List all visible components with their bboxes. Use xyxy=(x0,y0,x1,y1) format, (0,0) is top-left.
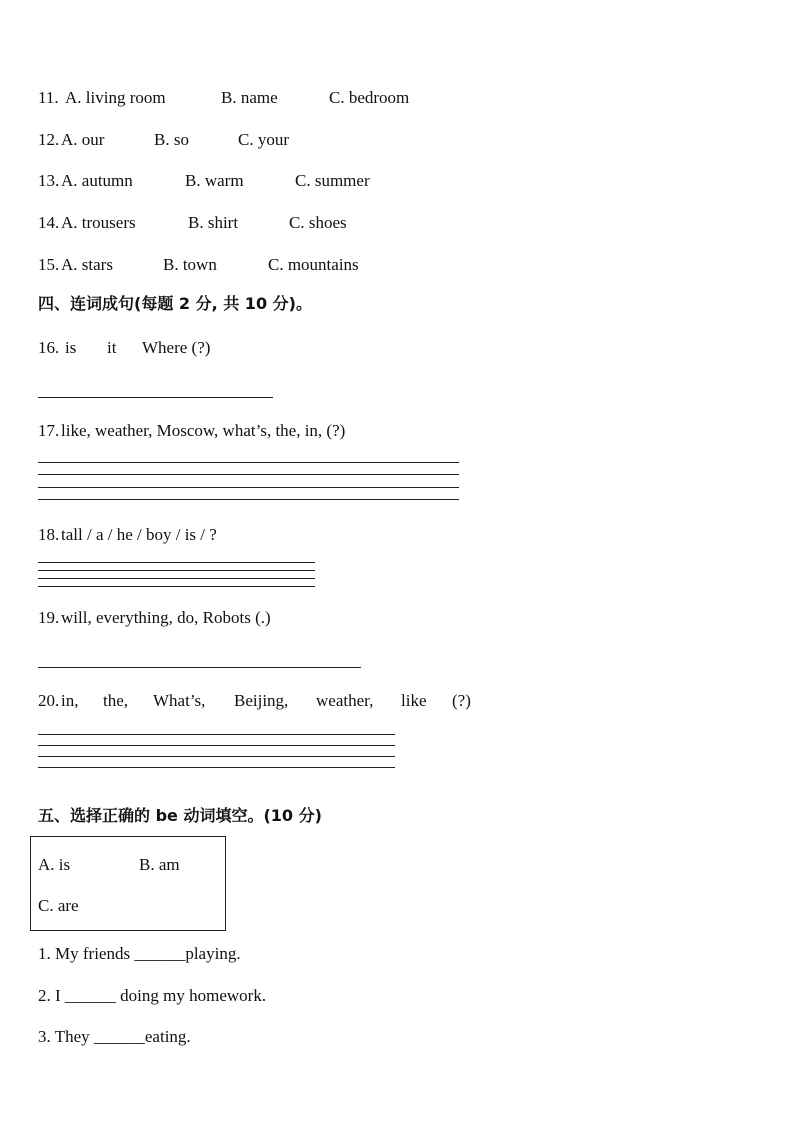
option-c: C. bedroom xyxy=(329,88,410,107)
fill-item-3 xyxy=(38,1028,191,1045)
fill-prefix: 3. They xyxy=(38,1027,94,1046)
fill-blank[interactable]: ______ xyxy=(64,986,116,1005)
item-number: 11. xyxy=(38,88,59,107)
word: is xyxy=(65,338,77,357)
answer-line[interactable] xyxy=(38,745,395,746)
option-c: C. shoes xyxy=(289,213,347,232)
word: What’s, xyxy=(153,691,206,710)
option-b: B. warm xyxy=(185,171,244,190)
sentence-words: tall / a / he / boy / is / ? xyxy=(61,525,217,544)
section-5-heading: 五、选择正确的 be 动词填空。(10 分) xyxy=(38,806,322,825)
option-am: B. am xyxy=(139,855,180,874)
option-a: A. our xyxy=(61,130,105,149)
answer-line[interactable] xyxy=(38,474,459,475)
item-number: 17. xyxy=(38,421,60,440)
fill-suffix: eating. xyxy=(144,1027,191,1046)
sentence-words: will, everything, do, Robots (.) xyxy=(61,608,271,627)
word: Beijing, xyxy=(234,691,289,710)
word: Where (?) xyxy=(142,338,211,357)
section-4-heading: 四、连词成句(每题 2 分, 共 10 分)。 xyxy=(38,294,312,313)
item-number: 19. xyxy=(38,608,60,627)
fill-item-1 xyxy=(38,945,241,962)
item-number: 16. xyxy=(38,338,60,357)
answer-line[interactable] xyxy=(38,767,395,768)
item-number: 12. xyxy=(38,130,60,149)
fill-prefix: 1. My friends xyxy=(38,944,135,963)
sentence-words: like, weather, Moscow, what’s, the, in, (?) xyxy=(61,421,346,440)
item-number: 20. xyxy=(38,691,60,710)
answer-line[interactable] xyxy=(38,578,315,579)
option-a: A. autumn xyxy=(61,171,133,190)
answer-line[interactable] xyxy=(38,667,361,668)
answer-line[interactable] xyxy=(38,734,395,735)
option-a: A. living room xyxy=(65,88,166,107)
option-a: A. stars xyxy=(61,255,113,274)
item-number: 14. xyxy=(38,213,60,232)
word: in, xyxy=(61,691,79,710)
word: weather, xyxy=(316,691,374,710)
answer-line[interactable] xyxy=(38,499,459,500)
option-c: C. summer xyxy=(295,171,370,190)
item-number: 13. xyxy=(38,171,60,190)
answer-line[interactable] xyxy=(38,570,315,571)
word: (?) xyxy=(452,691,471,710)
option-b: B. shirt xyxy=(188,213,239,232)
answer-line[interactable] xyxy=(38,397,273,398)
fill-item-2 xyxy=(38,987,266,1004)
option-b: B. so xyxy=(154,130,189,149)
option-b: B. name xyxy=(221,88,278,107)
fill-blank[interactable]: ______ xyxy=(93,1027,145,1046)
answer-line[interactable] xyxy=(38,562,315,563)
word: it xyxy=(107,338,117,357)
option-is: A. is xyxy=(38,855,71,874)
answer-line[interactable] xyxy=(38,487,459,488)
word: the, xyxy=(103,691,129,710)
option-a: A. trousers xyxy=(61,213,136,232)
fill-suffix: doing my homework. xyxy=(115,986,267,1005)
item-number: 15. xyxy=(38,255,60,274)
fill-suffix: playing. xyxy=(185,944,241,963)
answer-line[interactable] xyxy=(38,462,459,463)
options-box xyxy=(30,836,226,931)
answer-line[interactable] xyxy=(38,586,315,587)
fill-blank[interactable]: ______ xyxy=(134,944,186,963)
fill-prefix: 2. I xyxy=(38,986,65,1005)
option-c: C. mountains xyxy=(268,255,359,274)
option-are: C. are xyxy=(38,896,79,915)
item-number: 18. xyxy=(38,525,60,544)
option-b: B. town xyxy=(163,255,217,274)
answer-line[interactable] xyxy=(38,756,395,757)
word: like xyxy=(401,691,427,710)
option-c: C. your xyxy=(238,130,289,149)
